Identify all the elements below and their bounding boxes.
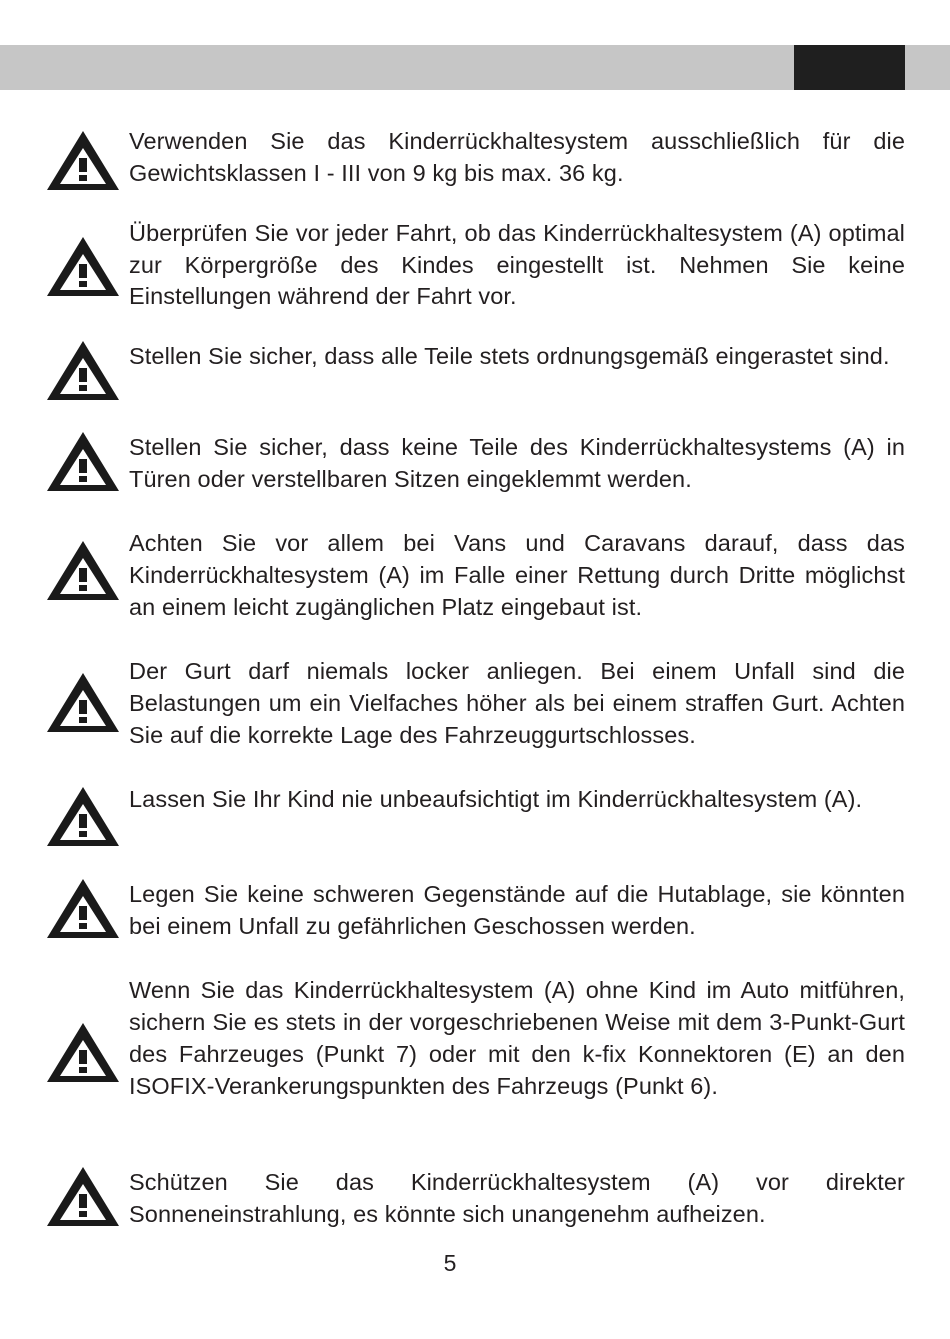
page-number: 5 — [443, 1250, 457, 1276]
warning-triangle-icon — [45, 430, 121, 493]
warning-text: Überprüfen Sie vor jeder Fahrt, ob das Kinderrückhaltesystem (A) optimal zur Körpergröße des Kindes eingestellt ist. Nehmen Sie keine Einstellungen während der Fahrt vor. — [129, 220, 905, 309]
warning-text: Schützen Sie das Kinderrückhaltesystem (A) vor direkter Sonneneinstrahlung, es könnte sich unangenehm aufheizen. — [129, 1169, 905, 1227]
warning-triangle-icon — [45, 877, 121, 940]
warning-text: Der Gurt darf niemals locker anliegen. Bei einem Unfall sind die Belastungen um ein Vielfaches höher als bei einem straffen Gurt. Achten Sie auf die korrekte Lage des Fahrzeuggurtschlosses. — [129, 658, 905, 748]
warning-triangle-icon — [45, 785, 121, 848]
warning-triangle-icon — [45, 129, 121, 192]
warning-text: Verwenden Sie das Kinderrückhaltesystem ausschließlich für die Gewichtsklassen I - III von 9 kg bis max. 36 kg. — [129, 128, 905, 186]
warning-triangle-icon — [45, 1165, 121, 1228]
warning-text: Legen Sie keine schweren Gegenstände auf die Hutablage, sie könnten bei einem Unfall zu gefährlichen Geschossen werden. — [129, 881, 905, 939]
warning-text: Lassen Sie Ihr Kind nie unbeaufsichtigt im Kinderrückhaltesystem (A). — [129, 786, 863, 812]
warning-text: Stellen Sie sicher, dass alle Teile stets ordnungsgemäß eingerastet sind. — [129, 343, 890, 369]
warning-triangle-icon — [45, 1021, 121, 1084]
warning-triangle-icon — [45, 671, 121, 734]
header-tab-block — [794, 45, 905, 90]
warning-triangle-icon — [45, 235, 121, 298]
warning-text: Wenn Sie das Kinderrückhaltesystem (A) ohne Kind im Auto mitführen, sichern Sie es stets in der vorgeschriebenen Weise mit dem 3-Punkt-Gurt des Fahrzeuges (Punkt 7) oder mit den k-fix Konnektoren (E) an den ISOFIX-Verankerungspunkten des Fahrzeugs (Punkt 6). — [129, 977, 905, 1099]
warning-triangle-icon — [45, 339, 121, 402]
warning-text: Achten Sie vor allem bei Vans und Caravans darauf, dass das Kinderrückhaltesystem (A) im Falle einer Rettung durch Dritte möglichst an einem leicht zugänglichen Platz eingebaut ist. — [129, 530, 905, 620]
warning-text: Stellen Sie sicher, dass keine Teile des Kinderrückhaltesystems (A) in Türen oder verstellbaren Sitzen eingeklemmt werden. — [129, 434, 905, 492]
warning-triangle-icon — [45, 539, 121, 602]
